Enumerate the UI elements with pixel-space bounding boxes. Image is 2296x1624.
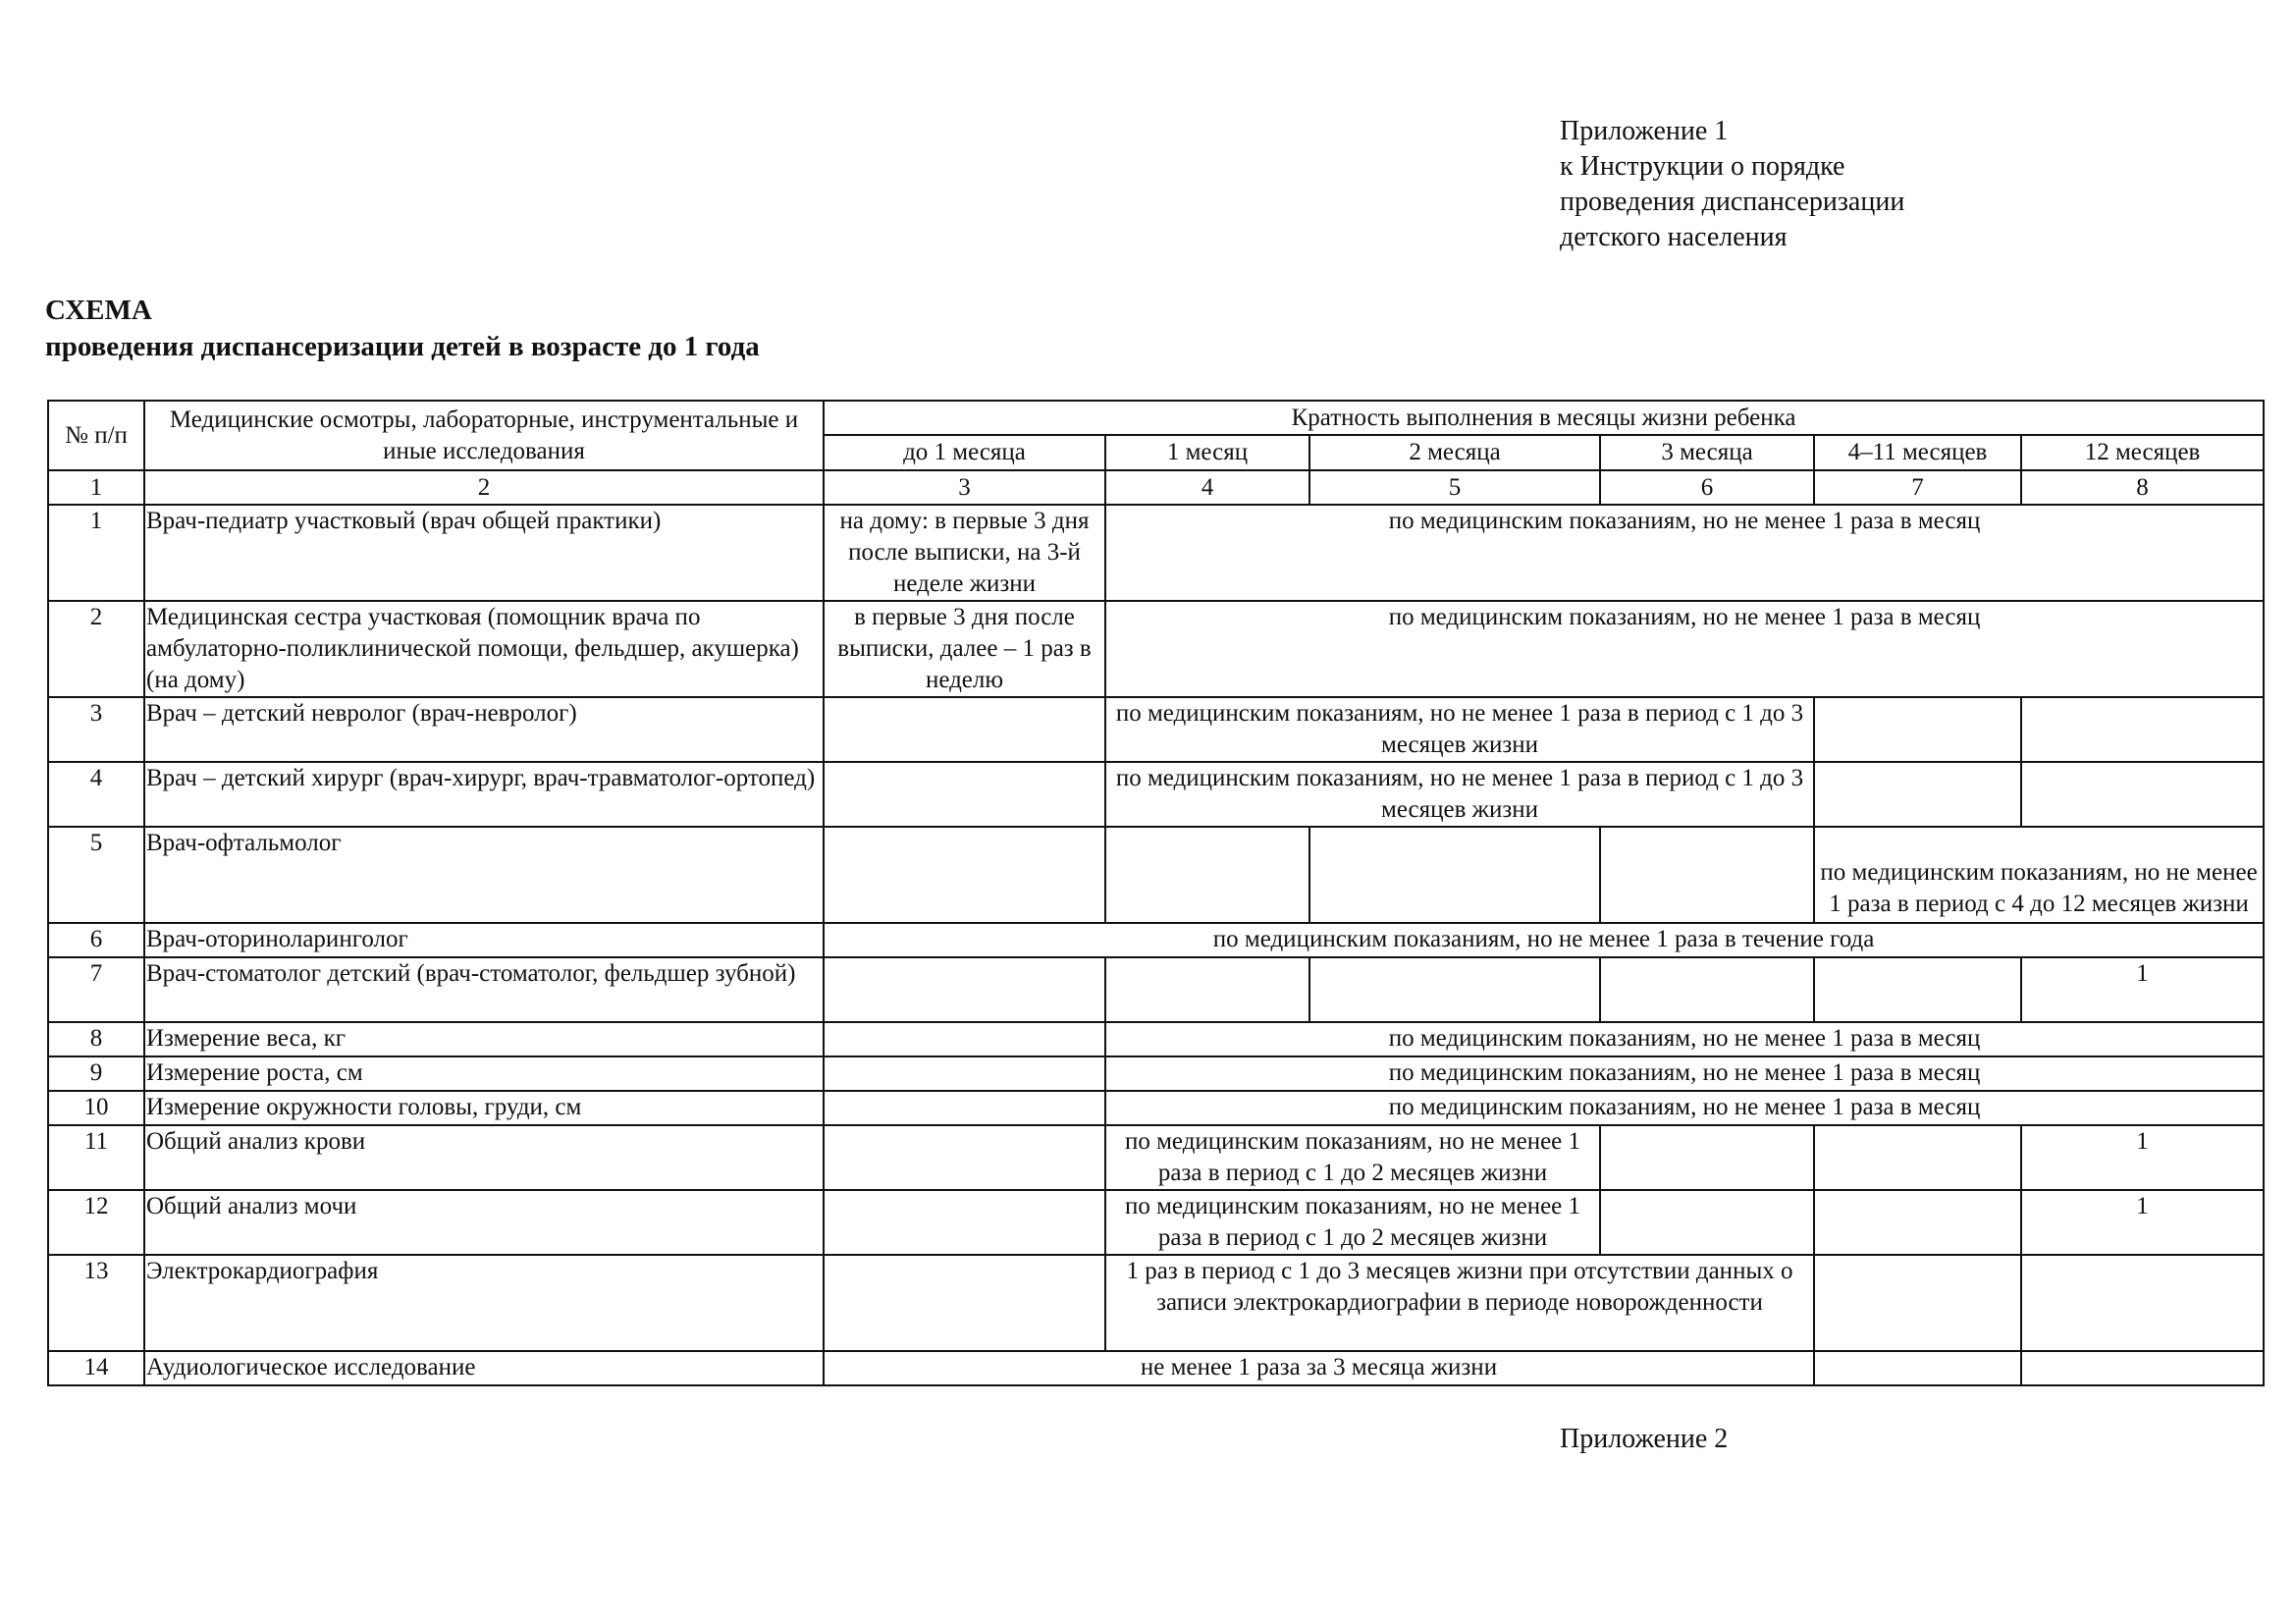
col-num-header: № п/п [48, 401, 144, 470]
schedule-cell: 1 [2021, 957, 2264, 1022]
row-number: 1 [48, 505, 144, 601]
empty-cell [824, 1022, 1105, 1056]
schedule-cell: 1 [2021, 1190, 2264, 1255]
column-number: 1 [48, 470, 144, 505]
appendix-subtitle-line: проведения диспансеризации [1560, 187, 1905, 217]
next-appendix-label: Приложение 2 [1560, 1424, 1729, 1454]
table-row [48, 1022, 2264, 1056]
appendix-header [1560, 114, 1904, 255]
table-row [48, 827, 2264, 923]
table-row [48, 762, 2264, 827]
appendix-subtitle-line: детского населения [1560, 222, 1788, 252]
examination-name: Общий анализ мочи [144, 1190, 824, 1255]
schedule-cell: по медицинским показаниям, но не менее 1 раза в период с 1 до 3 месяцев жизни [1105, 762, 1814, 827]
period-header: 12 месяцев [2021, 435, 2264, 470]
empty-cell [824, 1091, 1105, 1125]
empty-cell [2021, 1255, 2264, 1351]
empty-cell [1814, 957, 2021, 1022]
empty-cell [1105, 957, 1309, 1022]
empty-cell [824, 1125, 1105, 1190]
period-header: 3 месяца [1600, 435, 1814, 470]
empty-cell [2021, 762, 2264, 827]
table-row [48, 601, 2264, 697]
period-header: 4–11 месяцев [1814, 435, 2021, 470]
schedule-cell: не менее 1 раза за 3 месяца жизни [824, 1351, 1814, 1385]
table-row [48, 1190, 2264, 1255]
column-number: 3 [824, 470, 1105, 505]
empty-cell [824, 697, 1105, 762]
empty-cell [2021, 697, 2264, 762]
group-header: Кратность выполнения в месяцы жизни ребенка [824, 401, 2264, 435]
schedule-cell: на дому: в первые 3 дня после выписки, на 3-й неделе жизни [824, 505, 1105, 601]
column-number: 8 [2021, 470, 2264, 505]
table-row [48, 1125, 2264, 1190]
examination-name: Измерение роста, см [144, 1056, 824, 1091]
row-number: 2 [48, 601, 144, 697]
schedule-cell: по медицинским показаниям, но не менее 1 раза в месяц [1105, 1091, 2264, 1125]
schedule-cell: по медицинским показаниям, но не менее 1 раза в месяц [1105, 1022, 2264, 1056]
dispensary-schedule-table [47, 400, 2265, 1386]
examination-name: Электрокардиография [144, 1255, 824, 1351]
row-number: 13 [48, 1255, 144, 1351]
empty-cell [1814, 762, 2021, 827]
empty-cell [824, 762, 1105, 827]
row-number: 9 [48, 1056, 144, 1091]
empty-cell [1600, 1190, 1814, 1255]
row-number: 10 [48, 1091, 144, 1125]
table-row [48, 957, 2264, 1022]
examination-name: Врач – детский хирург (врач-хирург, врач-травматолог-ортопед) [144, 762, 824, 827]
examination-name: Общий анализ крови [144, 1125, 824, 1190]
table-row [48, 1255, 2264, 1351]
row-number: 8 [48, 1022, 144, 1056]
empty-cell [1309, 957, 1600, 1022]
schedule-cell: 1 [2021, 1125, 2264, 1190]
empty-cell [1814, 1255, 2021, 1351]
examination-name: Врач-педиатр участковый (врач общей практики) [144, 505, 824, 601]
empty-cell [1814, 1125, 2021, 1190]
title-main: СХЕМА [45, 295, 152, 326]
examination-name: Врач-стоматолог детский (врач-стоматолог, фельдшер зубной) [144, 957, 824, 1022]
empty-cell [824, 957, 1105, 1022]
empty-cell [1309, 827, 1600, 923]
schedule-cell: по медицинским показаниям, но не менее 1 раза в месяц [1105, 1056, 2264, 1091]
table-row [48, 1351, 2264, 1385]
period-header: 2 месяца [1309, 435, 1600, 470]
row-number: 11 [48, 1125, 144, 1190]
empty-cell [1814, 1351, 2021, 1385]
schedule-cell: по медицинским показаниям, но не менее 1 раза в период с 4 до 12 месяцев жизни [1814, 827, 2264, 923]
empty-cell [824, 1255, 1105, 1351]
row-number: 4 [48, 762, 144, 827]
empty-cell [1600, 957, 1814, 1022]
column-number: 2 [144, 470, 824, 505]
column-number: 6 [1600, 470, 1814, 505]
row-number: 7 [48, 957, 144, 1022]
table-row [48, 697, 2264, 762]
column-number: 5 [1309, 470, 1600, 505]
row-number: 12 [48, 1190, 144, 1255]
empty-cell [1600, 827, 1814, 923]
schedule-cell: по медицинским показаниям, но не менее 1 раза в период с 1 до 2 месяцев жизни [1105, 1125, 1600, 1190]
schedule-cell: по медицинским показаниям, но не менее 1 раза в течение года [824, 923, 2264, 957]
row-number: 14 [48, 1351, 144, 1385]
column-number: 4 [1105, 470, 1309, 505]
examination-name: Медицинская сестра участковая (помощник врача по амбулаторно-поликлинической помощи, фельдшер, акушерка) (на дому) [144, 601, 824, 697]
table-row [48, 923, 2264, 957]
schedule-cell: в первые 3 дня после выписки, далее – 1 раз в неделю [824, 601, 1105, 697]
document-title [45, 293, 760, 365]
examination-name: Измерение веса, кг [144, 1022, 824, 1056]
examination-name: Аудиологическое исследование [144, 1351, 824, 1385]
schedule-cell: по медицинским показаниям, но не менее 1 раза в период с 1 до 2 месяцев жизни [1105, 1190, 1600, 1255]
appendix-subtitle-line: к Инструкции о порядке [1560, 151, 1845, 182]
table-row [48, 1091, 2264, 1125]
appendix-title: Приложение 1 [1560, 116, 1729, 146]
empty-cell [1105, 827, 1309, 923]
table-row [48, 505, 2264, 601]
table-row [48, 1056, 2264, 1091]
empty-cell [1814, 1190, 2021, 1255]
period-header: 1 месяц [1105, 435, 1309, 470]
schedule-cell: 1 раз в период с 1 до 3 месяцев жизни при отсутствии данных о записи электрокардиографии в периоде новорожденности [1105, 1255, 1814, 1351]
empty-cell [1814, 697, 2021, 762]
row-number: 6 [48, 923, 144, 957]
row-number: 3 [48, 697, 144, 762]
empty-cell [824, 1056, 1105, 1091]
schedule-cell: по медицинским показаниям, но не менее 1 раза в месяц [1105, 505, 2264, 601]
empty-cell [824, 827, 1105, 923]
schedule-cell: по медицинским показаниям, но не менее 1 раза в период с 1 до 3 месяцев жизни [1105, 697, 1814, 762]
examination-name: Врач-оториноларинголог [144, 923, 824, 957]
empty-cell [2021, 1351, 2264, 1385]
title-sub: проведения диспансеризации детей в возрасте до 1 года [45, 331, 760, 362]
empty-cell [1600, 1125, 1814, 1190]
col-name-header: Медицинские осмотры, лабораторные, инструментальные и иные исследования [144, 401, 824, 470]
examination-name: Измерение окружности головы, груди, см [144, 1091, 824, 1125]
period-header: до 1 месяца [824, 435, 1105, 470]
header-row [48, 401, 2264, 435]
empty-cell [824, 1190, 1105, 1255]
examination-name: Врач-офтальмолог [144, 827, 824, 923]
row-number: 5 [48, 827, 144, 923]
column-number: 7 [1814, 470, 2021, 505]
column-number-row [48, 470, 2264, 505]
schedule-cell: по медицинским показаниям, но не менее 1 раза в месяц [1105, 601, 2264, 697]
examination-name: Врач – детский невролог (врач-невролог) [144, 697, 824, 762]
